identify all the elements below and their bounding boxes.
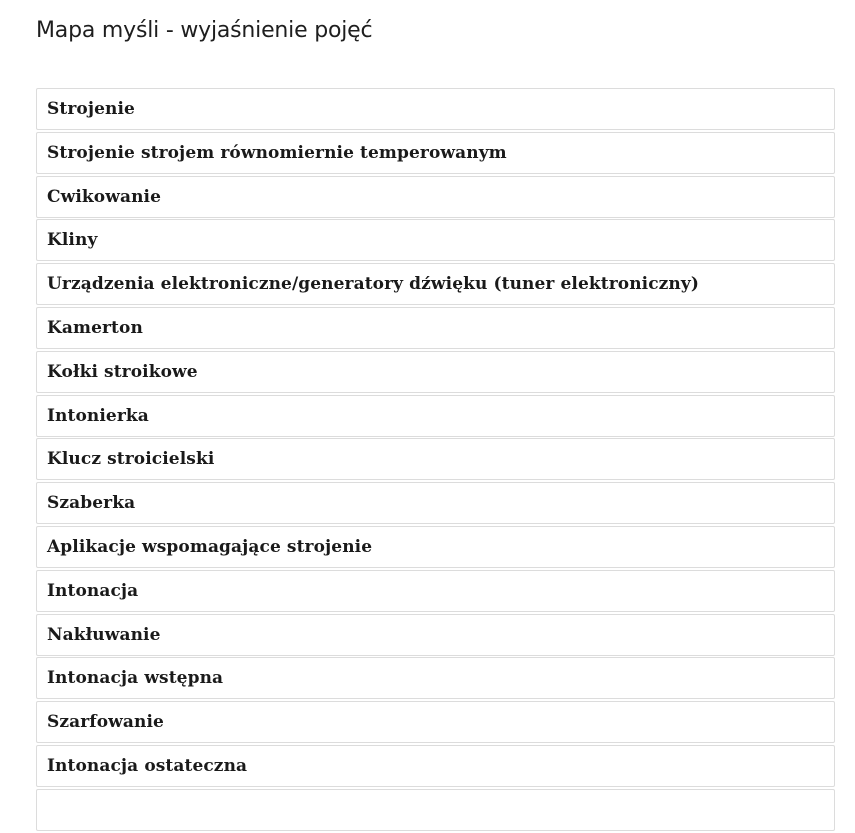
accordion-item-strojenie[interactable] [36,88,835,130]
accordion-item-partial[interactable] [36,789,835,831]
accordion-item-label: Urządzenia elektroniczne/generatory dźwięku (tuner elektroniczny) [47,274,700,295]
concept-accordion [36,88,835,833]
accordion-item-intonacja-wstepna[interactable] [36,657,835,699]
accordion-item-intonacja[interactable] [36,570,835,612]
accordion-item-kliny[interactable] [36,219,835,261]
accordion-item-aplikacje-wspomagajace[interactable] [36,526,835,568]
accordion-item-intonacja-ostateczna[interactable] [36,745,835,787]
accordion-item-intonierka[interactable] [36,395,835,437]
accordion-item-label: Nakłuwanie [47,624,161,645]
accordion-item-szarfowanie[interactable] [36,701,835,743]
accordion-item-label: Intonacja [47,580,139,601]
accordion-item-urzadzenia-elektroniczne[interactable] [36,263,835,305]
accordion-item-klucz-stroicielski[interactable] [36,438,835,480]
accordion-item-label: Aplikacje wspomagające strojenie [47,536,373,557]
accordion-item-label: Kliny [47,230,98,251]
accordion-item-label: Cwikowanie [47,186,162,207]
accordion-item-label: Szaberka [47,493,136,514]
accordion-item-szaberka[interactable] [36,482,835,524]
page-title: Mapa myśli - wyjaśnienie pojęć [36,18,373,43]
accordion-item-label: Strojenie [47,99,135,119]
accordion-item-cwikowanie[interactable] [36,176,835,218]
accordion-item-label: Szarfowanie [47,712,164,733]
accordion-item-label: Intonierka [47,405,149,426]
accordion-item-label: Strojenie strojem równomiernie temperowanym [47,142,507,163]
accordion-item-label: Intonacja ostateczna [47,755,248,776]
accordion-item-label: Klucz stroicielski [47,449,215,470]
accordion-item-label: Kołki stroikowe [47,361,198,382]
accordion-item-label: Intonacja wstępna [47,668,224,689]
accordion-item-kamerton[interactable] [36,307,835,349]
accordion-item-nakluwanie[interactable] [36,614,835,656]
accordion-item-label: Kamerton [47,317,143,338]
accordion-item-strojenie-rownomiernie-temperowanym[interactable] [36,132,835,174]
accordion-item-kolki-stroikowe[interactable] [36,351,835,393]
